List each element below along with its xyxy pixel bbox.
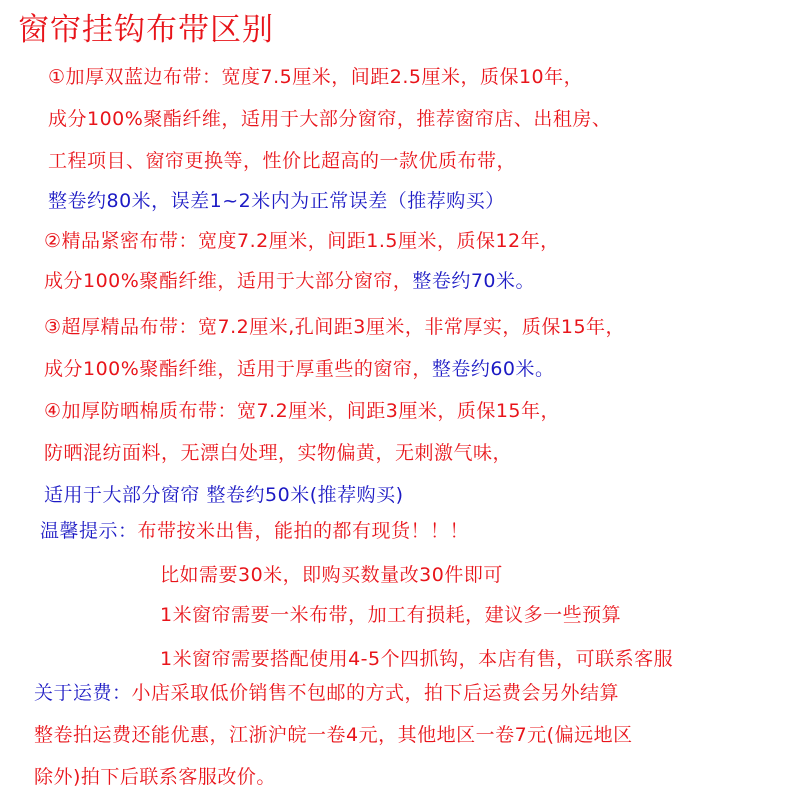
item-3-line-2 [44, 356, 555, 382]
item-4-line-3 [44, 482, 404, 508]
text-segment: 整卷拍运费还能优惠，江浙沪皖一卷4元，其他地区一卷7元(偏远地区 [34, 724, 633, 746]
tips-label: 温馨提示： [40, 520, 138, 542]
text-segment: 适用于大部分窗帘 整卷约50米(推荐购买) [44, 484, 404, 506]
text-segment: 工程项目、窗帘更换等，性价比超高的一款优质布带， [48, 150, 517, 172]
text-segment: 除外)拍下后联系客服改价。 [34, 766, 276, 788]
tips-line-4: 1米窗帘需要搭配使用4-5个四抓钩，本店有售，可联系客服 [160, 648, 674, 670]
text-segment: ④加厚防晒棉质布带：宽7.2厘米，间距3厘米，质保15年， [44, 400, 561, 422]
item-1-line-1 [48, 64, 583, 90]
item-4-line-2 [44, 440, 512, 466]
text-segment: 成分100%聚酯纤维，适用于大部分窗帘， [44, 270, 413, 292]
item-1-line-3 [48, 148, 516, 174]
shipping-label: 关于运费： [34, 682, 132, 704]
text-segment: 整卷约80米，误差1~2米内为正常误差（推荐购买） [48, 190, 505, 212]
page-title: 窗帘挂钩布带区别 [18, 12, 274, 48]
text-segment: 防晒混纺面料，无漂白处理，实物偏黄，无刺激气味， [44, 442, 513, 464]
item-2-line-2 [44, 268, 535, 294]
item-4-line-1 [44, 398, 560, 424]
item-1-line-2 [48, 106, 611, 132]
item-2-line-1 [44, 228, 560, 254]
shipping-line-1 [34, 680, 619, 706]
text-segment: ①加厚双蓝边布带：宽度7.5厘米，间距2.5厘米，质保10年， [48, 66, 584, 88]
text-segment: ③超厚精品布带：宽7.2厘米,孔间距3厘米，非常厚实，质保15年， [44, 316, 626, 338]
tips-line-2: 比如需要30米，即购买数量改30件即可 [160, 564, 503, 586]
text-segment: ②精品紧密布带：宽度7.2厘米，间距1.5厘米，质保12年， [44, 230, 560, 252]
tips-line-1 [40, 518, 469, 544]
shipping-line-3 [34, 764, 276, 790]
text-segment: 整卷约70米。 [412, 270, 536, 292]
item-3-line-1 [44, 314, 625, 340]
item-1-line-4 [48, 188, 505, 214]
text-segment: 成分100%聚酯纤维，适用于大部分窗帘，推荐窗帘店、出租房、 [48, 108, 612, 130]
tips-text: 布带按米出售，能拍的都有现货！！！ [137, 520, 470, 542]
text-segment: 小店采取低价销售不包邮的方式，拍下后运费会另外结算 [131, 682, 620, 704]
shipping-line-2 [34, 722, 633, 748]
tips-line-3: 1米窗帘需要一米布带，加工有损耗，建议多一些预算 [160, 604, 622, 626]
text-segment: 成分100%聚酯纤维，适用于厚重些的窗帘， [44, 358, 432, 380]
text-segment: 整卷约60米。 [431, 358, 555, 380]
